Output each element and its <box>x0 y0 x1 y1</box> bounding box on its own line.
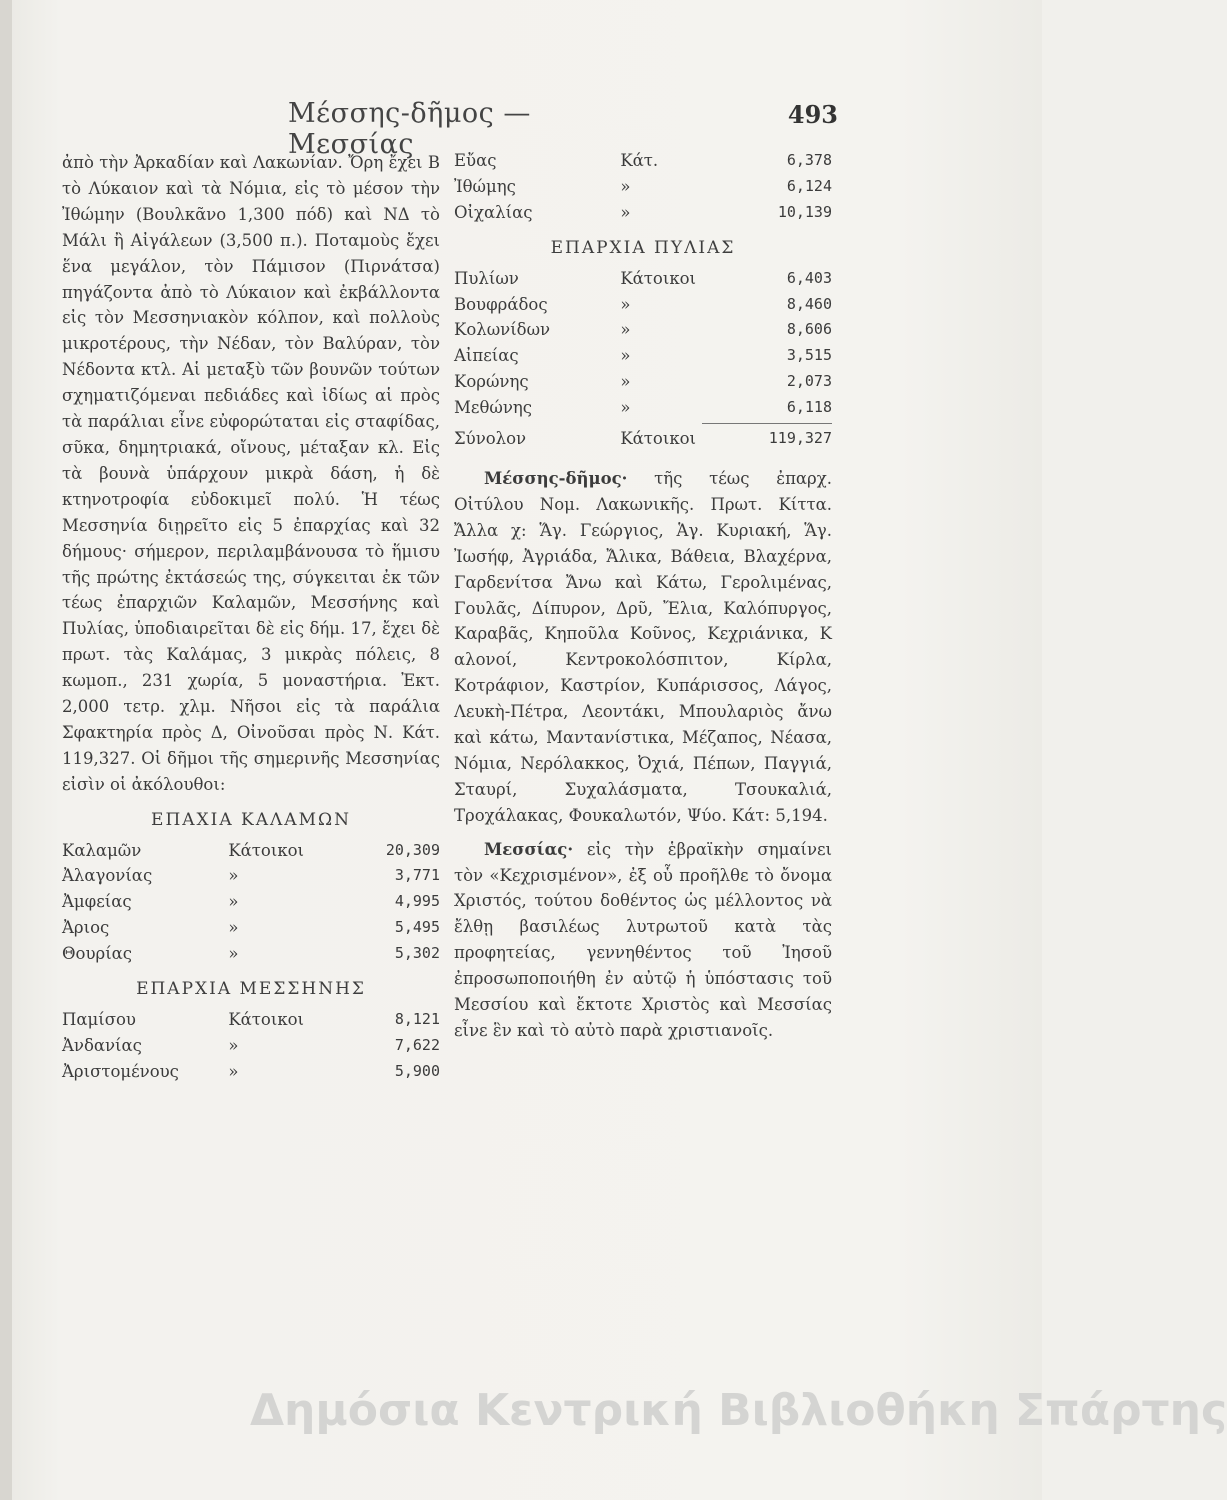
deme-name: Ἀνδανίας <box>62 1035 142 1055</box>
unit-label: » <box>228 918 239 938</box>
total-rule <box>702 423 832 424</box>
population-value: 10,139 <box>777 202 832 221</box>
total-label: Σύνολον <box>454 429 527 449</box>
unit-label: Κάτοικοι <box>228 1010 305 1029</box>
deme-name: Ἀλαγονίας <box>62 866 153 886</box>
table-row <box>454 292 832 318</box>
running-head: Μέσσης-δῆμος — Μεσσίας <box>288 98 531 160</box>
population-value: 5,495 <box>394 918 440 937</box>
unit-label: Κάτοικοι <box>228 840 305 860</box>
unit-label: » <box>228 944 239 964</box>
population-value: 5,302 <box>394 944 440 963</box>
unit-label: Κάτ. <box>620 151 659 170</box>
population-value: 20,309 <box>385 840 440 859</box>
deme-name: Οἰχαλίας <box>454 202 533 222</box>
table-row <box>62 941 440 967</box>
entry-messias <box>454 837 832 1044</box>
table-row <box>454 395 832 421</box>
table-row <box>62 889 440 915</box>
table-row <box>454 174 832 200</box>
entry-text-messias: εἰς τὴν ἑβραϊκὴν σημαίνει τὸν «Κεχρισμένον», ἐξ οὗ προῆλθε τὸ ὄνομα Χριστός, τούτου δοθέντος ὡς μέλλοντος νὰ ἔλθῃ βασιλέως λυτρωτοῦ κατὰ τὰς προφητείας, γεννηθέντος τοῦ Ἰησοῦ ἐπροσωποποιήθη ἐν αὐτῷ ἡ ὑπόστασις τοῦ Μεσσίου καὶ ἔκτοτε Χριστὸς καὶ Μεσσίας εἶνε ἓν καὶ τὸ αὐτὸ παρὰ χριστιανοῖς. <box>454 839 832 1040</box>
unit-label: Κάτοικοι <box>620 268 697 288</box>
left-column-paragraph: ἀπὸ τὴν Ἀρκαδίαν καὶ Λακωνίαν. Ὄρη ἔχει Β τὸ Λύκαιον καὶ τὰ Νόμια, εἰς τὸ μέσον τὴν Ἰθώμην (Βουλκᾶνο 1,300 πόδ) καὶ ΝΔ τὸ Μάλι ἢ Αἰγάλεων (3,500 π.). Ποταμοὺς ἔχει ἕνα μεγάλον, τὸν Πάμισον (Πιρνάτσα) πηγάζοντα ἀπὸ τὸ Λύκαιον καὶ ἐκβάλλοντα εἰς τὸν Μεσσηνιακὸν κόλπον, καὶ πολλοὺς μικροτέρους, τὴν Νέδαν, τὸν Βαλύραν, τὸν Νέδοντα κτλ. Αἱ μεταξὺ τῶν βουνῶν τούτων σχηματιζόμεναι πεδιάδες καὶ ἰδίως αἱ πρὸς τὰ παράλιαι εἶνε εὐφορώταται εἰς σταφίδας, σῦκα, δημητριακά, οἴνους, μέταξαν κλ. Εἰς τὰ βουνὰ ὑπάρχουν μικρὰ δάση, ἡ δὲ κτηνοτροφία εὐδοκιμεῖ πολύ. Ἡ τέως Μεσσηνία διῃρεῖτο εἰς 5 ἐπαρχίας καὶ 32 δήμους· σήμερον, περιλαμβάνουσα τὸ ἥμισυ τῆς πρώτης ἐκτάσεώς της, σύγκειται ἐκ τῶν τέως ἐπαρχιῶν Καλαμῶν, Μεσσήνης καὶ Πυλίας, ὑποδιαιρεῖται δὲ εἰς δήμ. 17, ἔχει δὲ πρωτ. τὰς Καλάμας, 3 μικρὰς πόλεις, 8 κωμοπ., 231 χωρία, 5 μοναστήρια. Ἐκτ. 2,000 τετρ. χλμ. Νῆσοι εἰς τὰ παράλια Σφακτηρία πρὸς Δ, Οἰνοῦσαι πρὸς Ν. Κάτ. 119,327. Οἱ δῆμοι τῆς σημερινῆς Μεσσηνίας εἰσὶν οἱ ἀκόλουθοι: <box>62 153 440 794</box>
deme-name: Κολωνίδων <box>454 320 551 340</box>
table-top-continuation <box>454 148 832 226</box>
population-value: 6,118 <box>786 398 832 417</box>
table-kalamon <box>62 838 440 968</box>
entry-term-messis: Μέσσης-δῆμος· <box>484 468 628 488</box>
section-heading-pylias: ΕΠΑΡΧΙΑ ΠΥΛΙΑΣ <box>550 237 736 258</box>
deme-name: Ἰθώμης <box>454 176 516 196</box>
deme-name: Παμίσου <box>62 1010 136 1029</box>
deme-name: Πυλίων <box>454 268 519 288</box>
entry-messis-dimos <box>454 466 832 829</box>
table-row <box>454 343 832 369</box>
unit-label: » <box>228 892 239 912</box>
unit-label: » <box>620 294 631 314</box>
population-value: 6,378 <box>786 151 832 169</box>
table-row <box>454 266 832 292</box>
population-value: 5,900 <box>394 1061 440 1080</box>
entry-text-messis: τῆς τέως ἐπαρχ. Οἰτύλου Νομ. Λακωνικῆς. Πρωτ. Κίττα. Ἄλλα χ: Ἅγ. Γεώργιος, Ἁγ. Κυριακή, Ἅγ. Ἰωσήφ, Ἀγριάδα, Ἄλικα, Βάθεια, Βλαχέρνα, Γαρδενίτσα Ἄνω καὶ Κάτω, Γερολιμένας, Γουλᾶς, Δίπυρον, Δρῦ, Ἔλια, Καλόπυργος, Καραβᾶς, Κηποῦλα Κοῦνος, Κεχριάνικα, Κ αλονοί, Κεντροκολόσπιτον, Κίρλα, Κοτράφιον, Καστρίον, Κυπάρισσος, Λάγος, Λευκὴ-Πέτρα, Λεοντάκι, Μπουλαριὸς ἄνω καὶ κάτω, Μαντανίστικα, Μέζαπος, Νέασα, Νόμια, Νερόλακκος, Ὀχιά, Πέπων, Παγγιά, Σταυρί, Συχαλάσματα, Τσουκαλιά, Τροχάλακας, Φουκαλωτόν, Ψύο. Κάτ: 5,194. <box>454 468 832 825</box>
table-row <box>62 863 440 889</box>
table-row <box>454 369 832 395</box>
unit-label: » <box>620 346 631 366</box>
left-column <box>62 150 440 1085</box>
deme-name: Ἀμφείας <box>62 892 132 912</box>
total-row <box>454 426 832 452</box>
unit-label: » <box>620 398 631 418</box>
table-total <box>454 426 832 452</box>
table-row <box>454 317 832 343</box>
population-value: 8,460 <box>786 294 832 313</box>
page-spine-edge <box>0 0 12 1500</box>
table-row <box>62 1033 440 1059</box>
population-value: 2,073 <box>786 372 832 391</box>
table-row <box>454 148 832 174</box>
unit-label: » <box>620 372 631 392</box>
population-value: 3,515 <box>786 346 832 365</box>
deme-name: Ἀριος <box>62 918 110 938</box>
deme-name: Μεθώνης <box>454 398 532 418</box>
population-value: 6,124 <box>786 176 832 195</box>
right-column <box>454 148 832 1044</box>
table-row <box>62 915 440 941</box>
population-value: 3,771 <box>394 866 440 885</box>
deme-name: Ἀριστομένους <box>62 1061 179 1081</box>
table-row <box>62 838 440 864</box>
entry-term-messias: Μεσσίας· <box>484 839 574 859</box>
unit-label: » <box>228 866 239 886</box>
total-unit: Κάτοικοι <box>620 429 697 449</box>
table-row <box>454 200 832 226</box>
page-number: 493 <box>787 100 838 129</box>
population-value: 7,622 <box>394 1035 440 1054</box>
deme-name: Αἰπείας <box>454 346 519 366</box>
population-value: 6,403 <box>786 268 832 287</box>
section-heading-messinis: ΕΠΑΡΧΙΑ ΜΕΣΣΗΝΗΣ <box>136 979 366 1000</box>
total-value: 119,327 <box>768 429 832 448</box>
table-pylias <box>454 266 832 421</box>
library-watermark: Δημόσια Κεντρική Βιβλιοθήκη Σπάρτης <box>250 1385 1227 1436</box>
unit-label: » <box>620 320 631 340</box>
unit-label: » <box>228 1035 239 1055</box>
deme-name: Βουφράδος <box>454 294 548 314</box>
population-value: 8,606 <box>786 320 832 339</box>
table-messinis <box>62 1007 440 1085</box>
table-row <box>62 1007 440 1033</box>
deme-name: Κορώνης <box>454 372 529 392</box>
section-heading-kalamon: ΕΠΑΧΙΑ ΚΑΛΑΜΩΝ <box>151 809 351 830</box>
deme-name: Θουρίας <box>62 944 133 964</box>
unit-label: » <box>620 176 631 196</box>
deme-name: Εὔας <box>454 151 497 170</box>
population-value: 4,995 <box>394 892 440 911</box>
unit-label: » <box>620 202 631 222</box>
deme-name: Καλαμῶν <box>62 840 142 860</box>
table-row <box>62 1059 440 1085</box>
unit-label: » <box>228 1061 239 1081</box>
population-value: 8,121 <box>394 1010 440 1028</box>
